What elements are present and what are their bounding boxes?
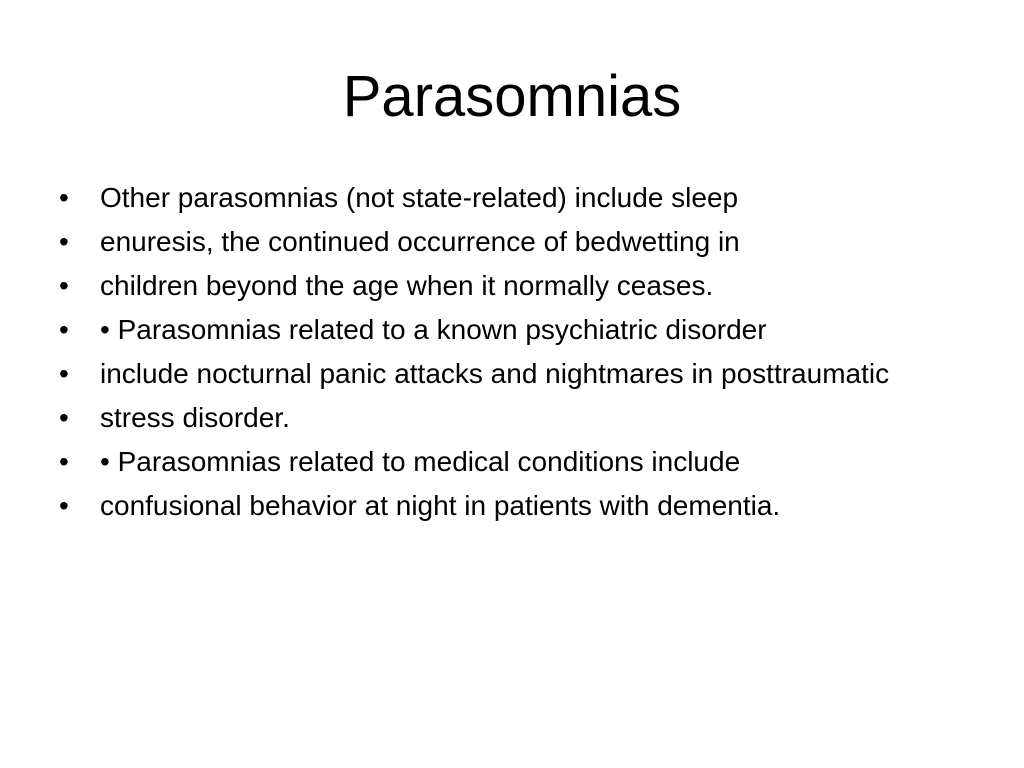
bullet-item — [56, 269, 956, 303]
bullet-text: Other parasomnias (not state-related) include sleep — [100, 182, 739, 213]
bullet-icon: • — [59, 446, 69, 477]
bullet-text: include nocturnal panic attacks and nightmares in posttraumatic — [100, 358, 890, 389]
bullet-item — [56, 401, 956, 435]
bullet-text: • Parasomnias related to medical conditions include — [100, 446, 741, 477]
bullet-text: • Parasomnias related to a known psychiatric disorder — [100, 314, 767, 345]
bullet-list — [56, 181, 956, 533]
bullet-icon: • — [59, 314, 69, 345]
bullet-text: confusional behavior at night in patients with dementia. — [100, 490, 781, 521]
bullet-text: children beyond the age when it normally ceases. — [100, 270, 714, 301]
slide-title: Parasomnias — [342, 64, 682, 129]
bullet-item — [56, 225, 956, 259]
bullet-icon: • — [59, 358, 69, 389]
bullet-text: enuresis, the continued occurrence of bedwetting in — [100, 226, 740, 257]
bullet-item — [56, 313, 956, 347]
bullet-icon: • — [59, 270, 69, 301]
bullet-item — [56, 489, 956, 523]
bullet-icon: • — [59, 182, 69, 213]
bullet-icon: • — [59, 402, 69, 433]
bullet-item — [56, 445, 956, 479]
bullet-icon: • — [59, 226, 69, 257]
bullet-text: stress disorder. — [100, 402, 290, 433]
bullet-item — [56, 357, 956, 391]
bullet-item — [56, 181, 956, 215]
bullet-icon: • — [59, 490, 69, 521]
